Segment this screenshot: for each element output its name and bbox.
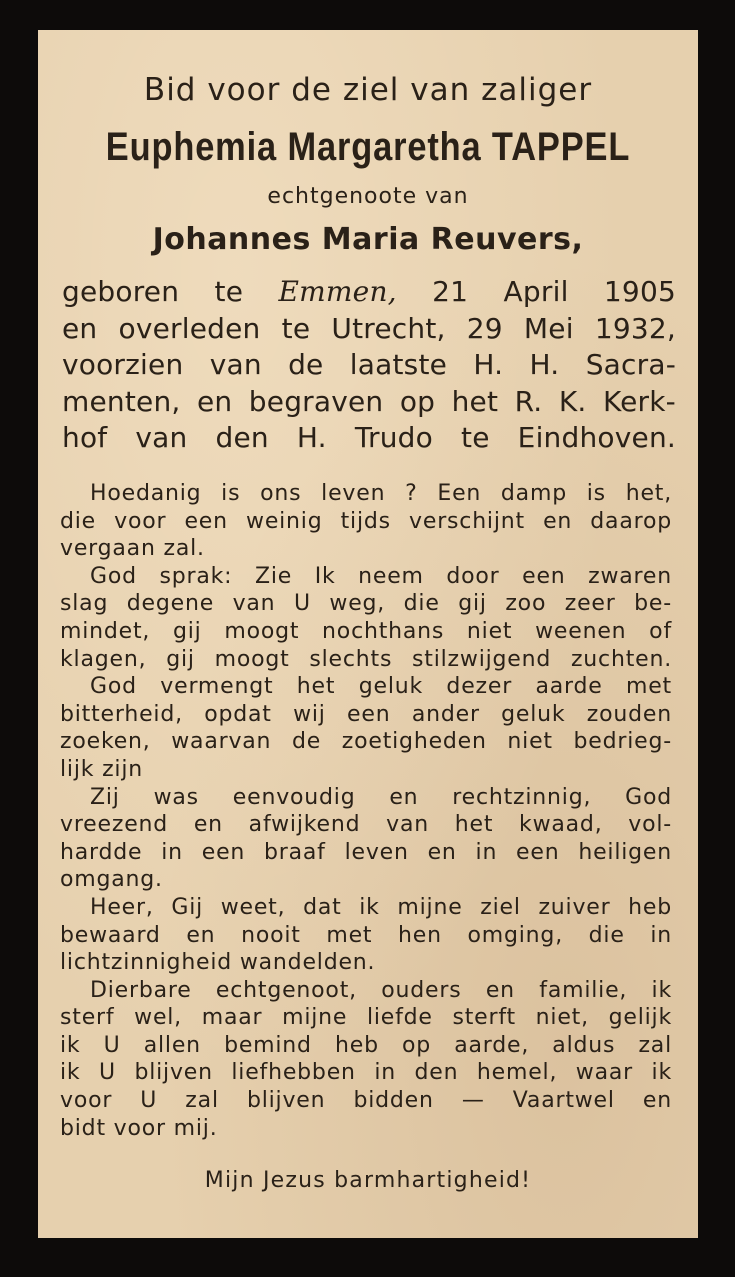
body-line: ik U blijven liefhebben in den hemel, waar ik (60, 1060, 672, 1086)
bio-birthplace: Emmen, (278, 275, 397, 308)
body-line: God sprak: Zie Ik neem door een zwaren (90, 563, 672, 589)
body-line: die voor een weinig tijds verschijnt en daarop (60, 508, 672, 534)
body-line: hardde in een braaf leven en in een heiligen (60, 839, 672, 865)
spouse-intro: echtgenoote van (267, 184, 469, 209)
body-line: Zij was eenvoudig en rechtzinnig, God (90, 784, 672, 810)
body-line: voor U zal blijven bidden — Vaartwel en (60, 1088, 672, 1114)
body-line: bidt voor mij. (60, 1115, 218, 1141)
biography (62, 274, 676, 457)
body-line: sterf wel, maar mijne liefde sterft niet, gelijk (60, 1005, 672, 1031)
bio-line-4: menten, en begraven op het R. K. Kerk- (62, 384, 676, 418)
spouse-name: Johannes Maria Reuvers, (152, 222, 584, 257)
prayer-intro: Bid voor de ziel van zaliger (143, 72, 593, 108)
body-line: mindet, gij moogt nochthans niet weenen of (60, 618, 672, 644)
body-line: slag degene van U weg, die gij zoo zeer be- (60, 591, 672, 617)
closing-prayer: Mijn Jezus barmhartigheid! (204, 1168, 532, 1193)
body-line: ik U allen bemind heb op aarde, aldus zal (60, 1032, 672, 1058)
bio-line-3: voorzien van de laatste H. H. Sacra- (62, 348, 676, 381)
body-line: Hoedanig is ons leven ? Een damp is het, (90, 481, 672, 506)
body-line: vergaan zal. (60, 536, 205, 562)
body-line: zoeken, waarvan de zoetigheden niet bedrieg- (60, 729, 672, 755)
bio-line-2: en overleden te Utrecht, 29 Mei 1932, (62, 311, 676, 345)
body-line: klagen, gij moogt slechts stilzwijgend zuchten. (60, 646, 672, 672)
deceased-name: Euphemia Margaretha TAPPEL (105, 125, 631, 169)
bio-birth-prefix: geboren te (62, 275, 244, 308)
memorial-card (38, 30, 698, 1238)
bio-birth-date: 21 April 1905 (432, 275, 676, 308)
body-line: vreezend en afwijkend van het kwaad, vol- (60, 812, 672, 838)
body-line: God vermengt het geluk dezer aarde met (90, 674, 672, 700)
bio-line-5: hof van den H. Trudo te Eindhoven. (62, 421, 676, 454)
bio-line-1 (62, 274, 676, 311)
meditation-text (60, 480, 672, 1142)
body-line: lichtzinnigheid wandelden. (60, 950, 376, 976)
body-line: Dierbare echtgenoot, ouders en familie, ik (90, 977, 672, 1003)
body-line: Heer, Gij weet, dat ik mijne ziel zuiver heb (90, 894, 672, 920)
body-line: bewaard en nooit met hen omging, die in (60, 922, 672, 948)
body-line: lijk zijn (60, 756, 143, 782)
body-line: bitterheid, opdat wij een ander geluk zouden (60, 701, 672, 727)
body-line: omgang. (60, 867, 163, 893)
